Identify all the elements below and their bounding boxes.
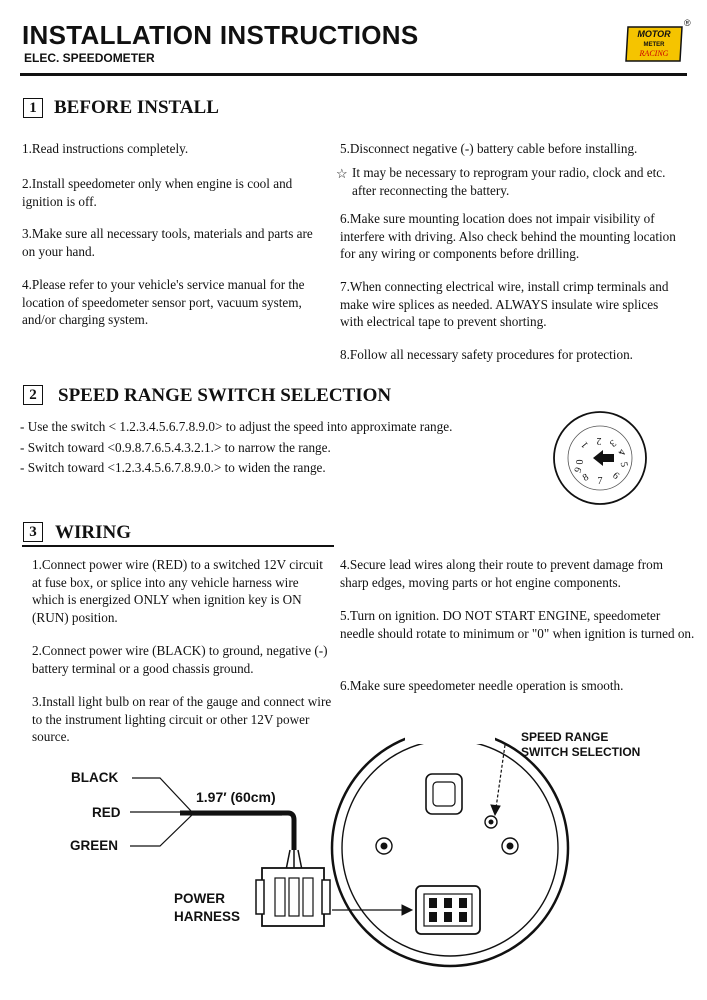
dial-digit: 6 [610, 470, 622, 482]
harness-label-line1: POWER [174, 891, 226, 906]
wire-bundle [130, 778, 302, 870]
step-item: 4.Secure lead wires along their route to prevent damage from sharp edges, moving parts or hot engine components. [340, 557, 663, 590]
dial-digit: 2 [596, 435, 602, 446]
range-switch-dial [540, 410, 660, 506]
star-icon: ☆ [336, 166, 348, 181]
logo-line1: MOTOR [637, 29, 671, 39]
section-title-2: SPEED RANGE SWITCH SELECTION [58, 385, 392, 406]
wire-label-red: RED [92, 805, 121, 820]
wire-length-label: 1.97′ (60cm) [196, 789, 276, 805]
step-item: 7.When connecting electrical wire, install crimp terminals and make wire splices as needed. ALWAYS insulate wire splices with electrical tape to prevent shorting. [340, 279, 669, 329]
step-item: 3.Make sure all necessary tools, materials and parts are on your hand. [22, 226, 313, 259]
step-item: 8.Follow all necessary safety procedures for protection. [340, 347, 633, 362]
range-line: - Switch toward <0.9.8.7.6.5.4.3.2.1.> to narrow the range. [20, 440, 331, 455]
step-item: 2.Install speedometer only when engine is cool and ignition is off. [22, 176, 293, 209]
dial-digit: 8 [580, 471, 591, 484]
registered-mark: ® [684, 18, 691, 28]
wire-label-green: GREEN [70, 838, 119, 853]
range-line: - Switch toward <1.2.3.4.5.6.7.8.9.0.> to widen the range. [20, 460, 326, 475]
dial-digit: 4 [615, 447, 628, 457]
header-rule [20, 73, 687, 76]
dial-digit: 5 [617, 461, 630, 468]
dial-digit: 3 [607, 437, 619, 449]
step-item: 1.Read instructions completely. [22, 141, 189, 156]
wiring-diagram [0, 720, 707, 1000]
step-item: 5.Disconnect negative (-) battery cable before installing. [340, 141, 638, 156]
dial-digit: 0 [575, 459, 586, 465]
section-title-3: WIRING [55, 522, 132, 543]
wire-label-black: BLACK [71, 770, 119, 785]
dial-digit: 7 [597, 476, 603, 487]
switch-label-line1: SPEED RANGE [521, 730, 609, 744]
step-item: 2.Connect power wire (BLACK) to ground, negative (-) battery terminal or a good chassis ground. [32, 643, 328, 676]
dial-digit: 9 [572, 465, 585, 475]
step-item: 3.Install light bulb on rear of the gauge and connect wire to the instrument lighting circuit or other 12V power source. [32, 694, 332, 744]
page-title: INSTALLATION INSTRUCTIONS [22, 20, 419, 50]
brand-logo [624, 24, 684, 64]
gauge-back [332, 724, 568, 966]
step-item: 5.Turn on ignition. DO NOT START ENGINE, speedometer needle should rotate to minimum or "0" when ignition is turned on. [340, 608, 695, 641]
step-item: 6.Make sure speedometer needle operation is smooth. [340, 678, 624, 693]
wiring-rule [22, 545, 334, 547]
range-line: - Use the switch < 1.2.3.4.5.6.7.8.9.0> to adjust the speed into approximate range. [20, 419, 453, 434]
section-number-3: 3 [23, 522, 43, 542]
switch-label-line2: SWITCH SELECTION [521, 745, 641, 759]
step-item: 4.Please refer to your vehicle's service manual for the location of speedometer sensor port, vacuum system, and/or charging system. [22, 277, 305, 327]
logo-line3: RACING [639, 49, 669, 58]
logo-line2: METER [643, 42, 665, 48]
section-number-1: 1 [23, 98, 43, 118]
page-subtitle: ELEC. SPEEDOMETER [24, 51, 155, 65]
section-number-2: 2 [23, 385, 43, 405]
section-title-1: BEFORE INSTALL [54, 97, 219, 118]
step-item: 6.Make sure mounting location does not impair visibility of interfere with driving. Also check behind the mounting location for any wiring or components before drilling. [340, 211, 676, 261]
dial-digit: 1 [579, 439, 591, 451]
power-harness-connector [256, 868, 330, 926]
step-item: 1.Connect power wire (RED) to a switched 12V circuit at fuse box, or splice into any vehicle harness wire which is energized ONLY when ignition key is ON (RUN) position. [32, 557, 323, 625]
harness-label-line2: HARNESS [174, 909, 241, 924]
note-text: It may be necessary to reprogram your radio, clock and etc. after reconnecting the battery. [352, 165, 666, 198]
note-item [352, 164, 692, 199]
